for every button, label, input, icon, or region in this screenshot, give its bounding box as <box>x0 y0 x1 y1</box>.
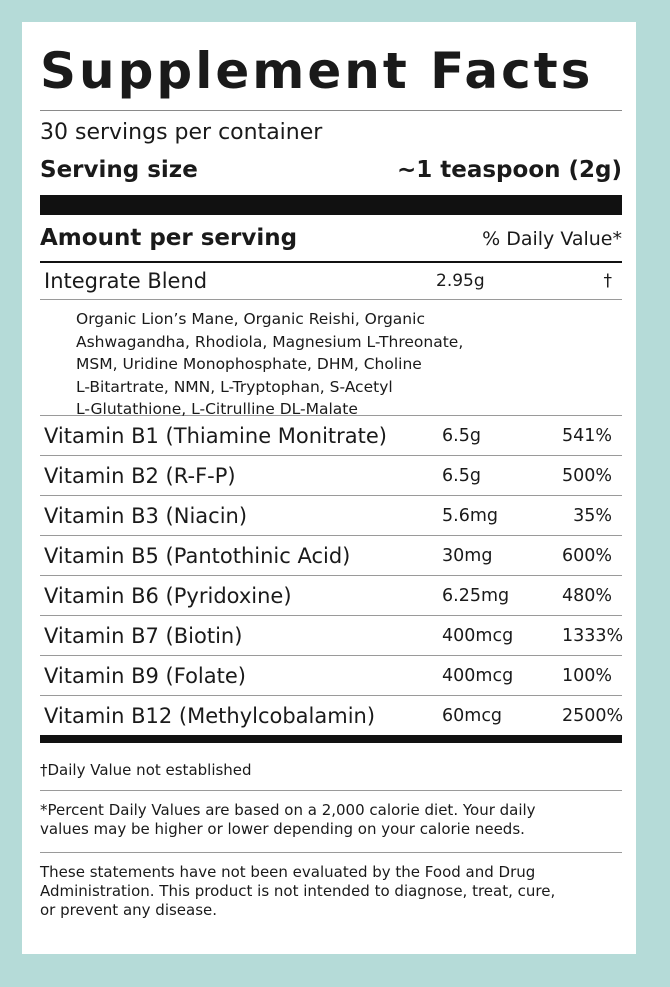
vitamin-row <box>40 416 622 456</box>
vitamin-amount: 400mcg <box>442 625 514 646</box>
blend-name: Integrate Blend <box>44 269 208 293</box>
servings-per-container: 30 servings per container <box>40 120 323 145</box>
serving-size-value: ~1 teaspoon (2g) <box>396 157 622 183</box>
serving-size-row <box>40 155 622 191</box>
vitamin-row <box>40 576 622 616</box>
vitamin-name: Vitamin B7 (Biotin) <box>44 623 243 648</box>
vitamin-amount: 6.5g <box>442 425 481 446</box>
vitamin-name: Vitamin B9 (Folate) <box>44 663 246 688</box>
note-line: values may be higher or lower depending on your calorie needs. <box>40 820 525 838</box>
fda-disclaimer <box>40 853 622 920</box>
vitamin-name: Vitamin B2 (R-F-P) <box>44 463 236 488</box>
vitamin-amount: 60mcg <box>442 705 503 726</box>
vitamin-daily-value: 35% <box>573 505 612 526</box>
ingredients-line: Organic Lion’s Mane, Organic Reishi, Organic <box>76 310 425 328</box>
vitamin-name: Vitamin B12 (Methylcobalamin) <box>44 703 376 728</box>
vitamin-row <box>40 496 622 536</box>
vitamin-name: Vitamin B6 (Pyridoxine) <box>44 583 292 608</box>
vitamin-daily-value: 541% <box>562 425 613 446</box>
vitamin-row <box>40 616 622 656</box>
bottom-divider <box>40 735 622 743</box>
vitamin-daily-value: 600% <box>562 545 613 566</box>
ingredients-line: MSM, Uridine Monophosphate, DHM, Choline <box>76 355 422 373</box>
vitamin-daily-value: 1333% <box>562 625 624 646</box>
blend-ingredients <box>40 300 622 416</box>
disclaimer-line: Administration. This product is not intended to diagnose, treat, cure, <box>40 882 556 900</box>
vitamin-amount: 6.5g <box>442 465 481 486</box>
blend-row <box>40 263 622 300</box>
thick-divider <box>40 195 622 215</box>
panel-title: Supplement Facts <box>40 38 622 111</box>
vitamin-amount: 30mg <box>442 545 493 566</box>
vitamin-amount: 400mcg <box>442 665 514 686</box>
daily-value-label: % Daily Value* <box>482 228 622 250</box>
amount-per-serving-label: Amount per serving <box>40 225 298 251</box>
vitamin-name: Vitamin B5 (Pantothinic Acid) <box>44 543 351 568</box>
vitamin-row <box>40 456 622 496</box>
disclaimer-line: or prevent any disease. <box>40 901 218 919</box>
vitamin-row <box>40 656 622 696</box>
vitamin-daily-value: 2500% <box>562 705 624 726</box>
vitamin-name: Vitamin B3 (Niacin) <box>44 503 248 528</box>
ingredients-line: Ashwagandha, Rhodiola, Magnesium L-Threonate, <box>76 332 464 351</box>
serving-size-label: Serving size <box>40 157 198 183</box>
ingredients-line: L-Glutathione, L-Citrulline DL-Malate <box>76 400 358 418</box>
note-line: *Percent Daily Values are based on a 2,000 calorie diet. Your daily <box>40 801 536 819</box>
vitamin-row <box>40 536 622 576</box>
vitamin-amount: 6.25mg <box>442 585 510 606</box>
ingredients-line: L-Bitartrate, NMN, L-Tryptophan, S-Acetyl <box>76 377 393 396</box>
vitamin-daily-value: 500% <box>562 465 613 486</box>
vitamin-amount: 5.6mg <box>442 505 498 526</box>
vitamin-name: Vitamin B1 (Thiamine Monitrate) <box>44 423 387 448</box>
vitamin-row <box>40 696 622 735</box>
supplement-facts-panel <box>22 22 636 954</box>
blend-amount: 2.95g <box>436 271 485 291</box>
blend-daily-value: † <box>603 271 612 291</box>
amount-header-row <box>40 215 622 263</box>
disclaimer-line: These statements have not been evaluated by the Food and Drug <box>40 863 536 881</box>
vitamin-daily-value: 100% <box>562 665 613 686</box>
vitamin-daily-value: 480% <box>562 585 613 606</box>
dagger-footnote: †Daily Value not established <box>40 743 622 791</box>
percent-daily-values-note <box>40 791 622 853</box>
vitamin-table <box>40 416 622 735</box>
